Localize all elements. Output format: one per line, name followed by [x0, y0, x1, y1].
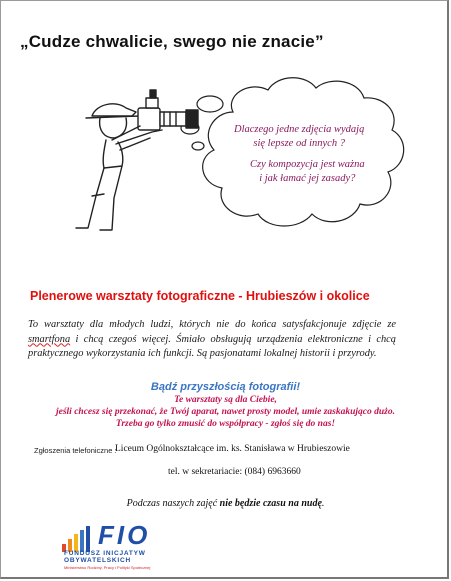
- thought-cloud: [181, 78, 404, 226]
- cloud-question-1: [234, 123, 364, 151]
- closing-part-1: Podczas naszych zajęć: [126, 498, 220, 509]
- cloud-question-1-line-1: Dlaczego jedne zdjęcia wydają: [234, 124, 365, 135]
- intro-smartphone-word: smartfona: [28, 333, 71, 345]
- closing-line: [0, 498, 451, 509]
- closing-part-2: .: [321, 498, 325, 509]
- cloud-question-2-line-1: Czy kompozycja jest ważna: [250, 159, 365, 170]
- future-slogan: Bądź przyszłością fotografii!: [150, 381, 301, 393]
- workshop-line-1: Te warsztaty są dla Ciebie,: [174, 395, 277, 405]
- fio-logo-line-2: OBYWATELSKICH: [64, 557, 131, 564]
- contact-label: Zgłoszenia telefoniczne :: [34, 446, 117, 455]
- page-title: „Cudze chwalicie, swego nie znacie”: [20, 32, 324, 51]
- fio-logo-text: FIO: [98, 520, 151, 550]
- closing-bold: nie będzie czasu na nudę: [219, 498, 322, 509]
- fio-logo-line-3: Ministerstwo Rodziny, Pracy i Polityki Społecznej: [64, 565, 151, 570]
- workshop-line-2: jeśli chcesz się przekonać, że Twój aparat, nawet prosty model, umie zaskakująco dużo.: [55, 407, 395, 417]
- cloud-question-1-line-2: się lepsze od innych ?: [253, 138, 345, 149]
- contact-phone: tel. w sekretariacie: (084) 6963660: [168, 467, 301, 477]
- photographer-figure: [76, 90, 198, 230]
- photographer-illustration: [0, 0, 451, 290]
- fio-logo-line-1: FUNDUSZ INICJATYW: [64, 550, 146, 557]
- intro-paragraph: [28, 318, 396, 362]
- fio-logo: [30, 520, 200, 570]
- intro-part-1: To warsztaty dla młodych ludzi, których nie do końca satysfakcjonuje zdjęcie ze: [28, 319, 396, 330]
- workshop-heading: Plenerowe warsztaty fotograficzne - Hrubieszów i okolice: [30, 289, 370, 303]
- cloud-question-2-line-2: i jak łamać jej zasady?: [259, 173, 356, 184]
- cloud-question-2: [250, 158, 365, 186]
- intro-part-2: i chcą czegoś więcej. Śmiało obsługują urządzenia elektroniczne i chcą praktycznego wykorzystania ich funkcji. Są pasjonatami lokalnej historii i przyrody.: [28, 333, 396, 359]
- contact-school: Liceum Ogólnokształcące im. ks. Stanisława w Hrubieszowie: [115, 444, 350, 454]
- workshop-line-3: Trzeba go tylko zmusić do współpracy - zgłoś się do nas!: [115, 419, 336, 429]
